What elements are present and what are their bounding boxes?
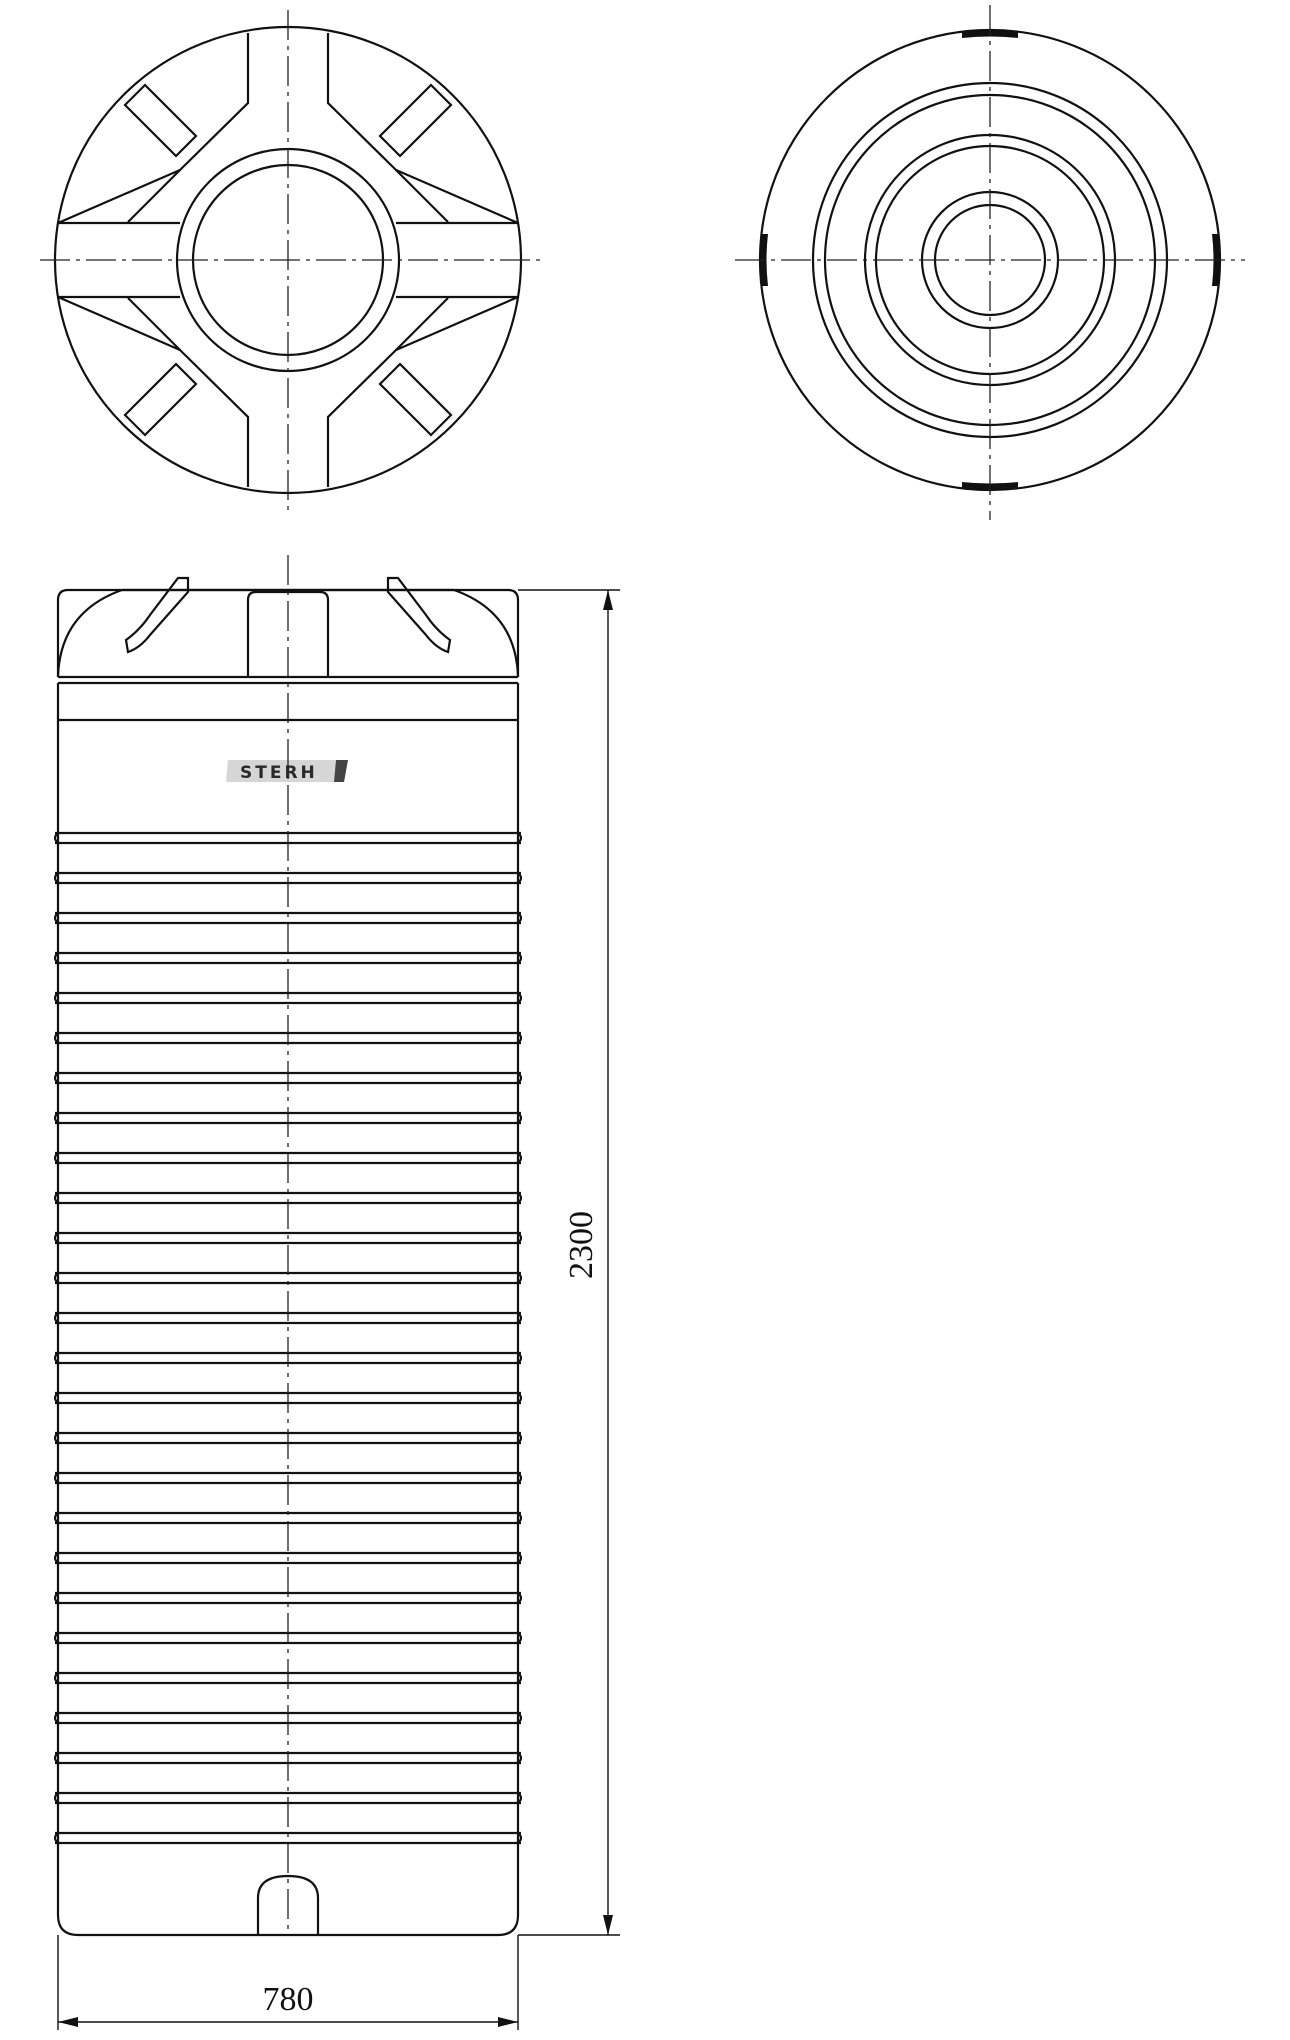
height-label: 2300	[563, 1211, 600, 1279]
width-dimension	[58, 1935, 518, 2030]
bottom-view	[735, 5, 1245, 520]
sterh-logo	[226, 760, 348, 783]
top-view	[40, 10, 540, 510]
height-dimension	[518, 590, 620, 1935]
width-label: 780	[262, 1981, 314, 2018]
front-view	[55, 555, 521, 1935]
logo-text: STERH	[240, 763, 318, 783]
